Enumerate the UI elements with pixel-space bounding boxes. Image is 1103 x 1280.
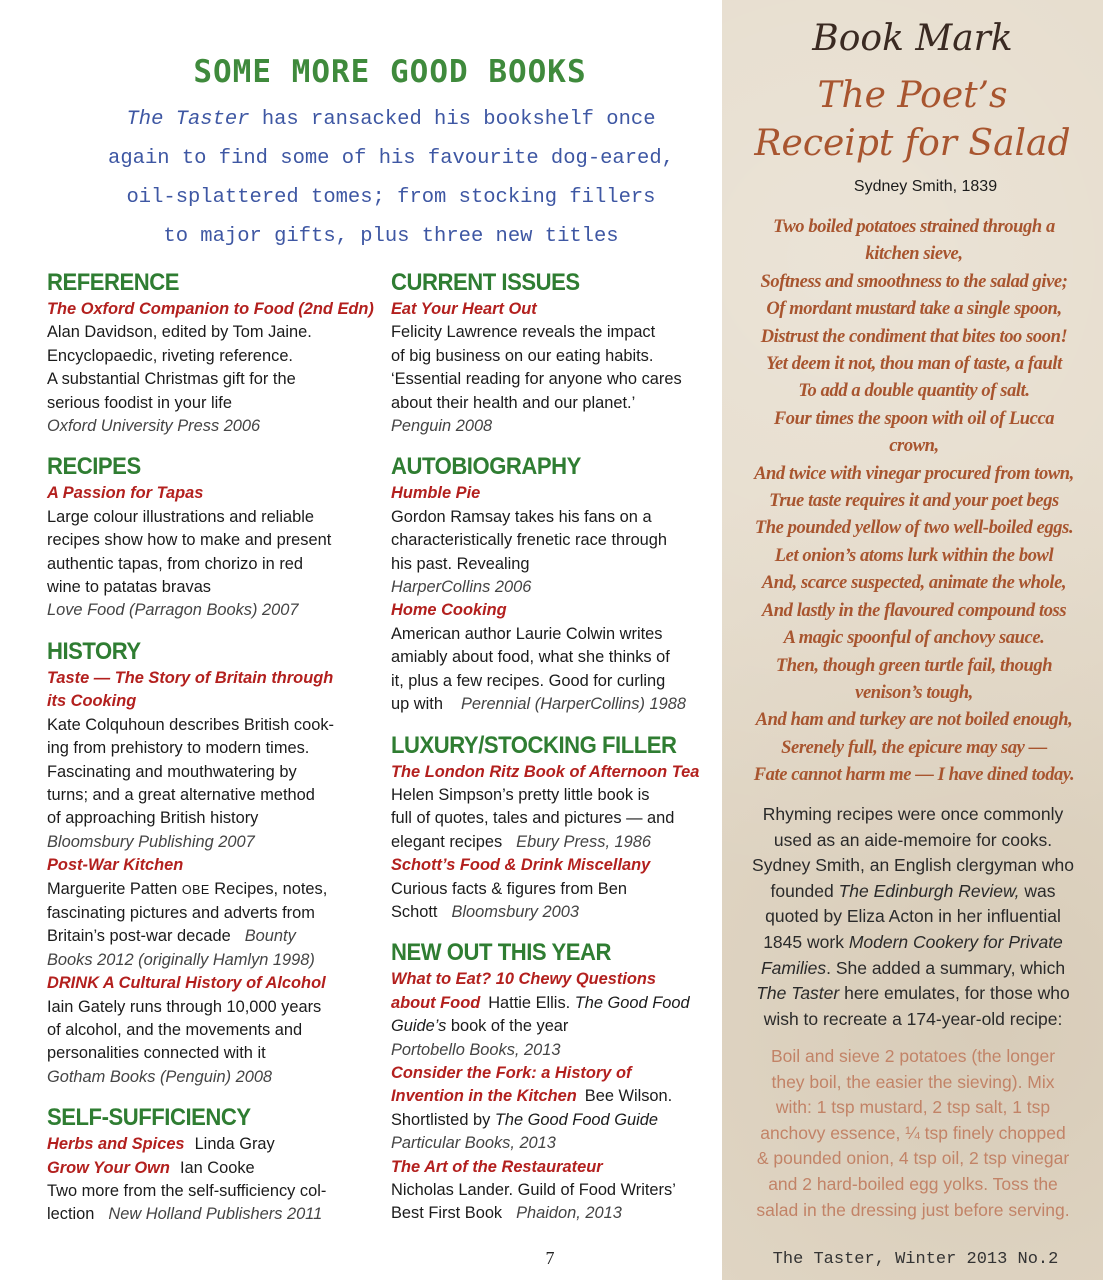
book-title: Post-War Kitchen: [47, 856, 184, 875]
book-title: Consider the Fork: a History of: [391, 1063, 632, 1082]
publisher: Bloomsbury 2003: [451, 902, 580, 921]
book-title: Schott’s Food & Drink Miscellany: [391, 856, 651, 875]
sidebar-commentary: Rhyming recipes were once commonly used as an aide-memoire for cooks. Sydney Smith, an English clergyman who founded The Edinburgh Review, was quoted by Eliza Acton in her influential 1845 work Modern Cookery for Private Families. She added a summary, which The Taster here emulates, for those who wish to recreate a 174-year-old recipe:: [752, 804, 1074, 1029]
section-new-out: [391, 938, 716, 1225]
publisher: Particular Books, 2013: [391, 1134, 556, 1153]
book-title: Eat Your Heart Out: [391, 300, 537, 318]
section-recipes: [47, 452, 377, 622]
book-entry: Taste — The Story of Britain through its Cooking Kate Colquhoun describes British cook- ing from prehistory to modern times. Fascinating and mouthwatering by turns; and a great alternative method of approaching British history Bloomsbury Publishing 2007 Post-War Kitchen Marguerite Patten OBE Recipes, notes, fascinating pictures and adverts from Britain’s post-war decade Bounty Books 2012 (originally Hamlyn 1998) DRINK A Cultural History of Alcohol Iain Gately runs through 10,000 years of alcohol, and the movements and personalities connected with it Gotham Books (Penguin) 2008: [47, 667, 377, 1089]
poem-title: The Poet’s Receipt for Salad: [754, 75, 1071, 164]
publisher: Phaidon, 2013: [516, 1204, 622, 1223]
page-title: SOME MORE GOOD BOOKS: [193, 54, 587, 90]
publisher: Penguin 2008: [391, 417, 493, 436]
publisher: Books 2012 (originally Hamlyn 1998): [47, 950, 315, 969]
book-mark-sidebar: [722, 0, 1103, 1280]
publisher: Perennial (HarperCollins) 1988: [460, 695, 686, 714]
book-title: The London Ritz Book of Afternoon Tea: [391, 762, 700, 781]
left-column: [47, 268, 377, 1241]
intro-taster-name: The Taster: [126, 108, 250, 131]
book-entry: Eat Your Heart Out Felicity Lawrence reveals the impact of big business on our eating habits. ‘Essential reading for anyone who cares about their health and our planet.’ Penguin 2008: [391, 298, 716, 438]
section-current-issues: [391, 268, 716, 438]
book-entry: A Passion for Tapas Large colour illustrations and reliable recipes show how to make and present authentic tapas, from chorizo in red wine to patatas bravas Love Food (Parragon Books) 2007: [47, 482, 377, 622]
book-title: Taste — The Story of Britain through: [47, 668, 334, 687]
book-title-cont: Invention in the Kitchen: [391, 1087, 577, 1106]
sidebar-heading: Book Mark: [812, 18, 1013, 59]
modern-recipe: Boil and sieve 2 potatoes (the longer they boil, the easier the sieving). Mix with: 1 tsp mustard, 2 tsp salt, 1 tsp anchovy essence, ¼ tsp finely chopped & pounded onion, 4 tsp oil, 2 tsp vinegar and 2 hard-boiled egg yolks. Toss the salad in the dressing just before serving.: [756, 1046, 1070, 1220]
publisher: Gotham Books (Penguin) 2008: [47, 1067, 273, 1086]
book-entry: Herbs and Spices Linda Gray Grow Your Own Ian Cooke Two more from the self-sufficiency col- lection New Holland Publishers 2011: [47, 1135, 327, 1224]
publisher: Portobello Books, 2013: [391, 1040, 561, 1059]
book-title: Humble Pie: [391, 484, 481, 503]
section-heading: REFERENCE: [47, 269, 180, 296]
book-entry: What to Eat? 10 Chewy Questions about Food Hattie Ellis. The Good Food Guide’s book of the year Portobello Books, 2013 Consider the Fork: a History of Invention in the Kitchen Bee Wilson. Shortlisted by The Good Food Guide Particular Books, 2013 The Art of the Restaurateur Nicholas Lander. Guild of Food Writers’ Best First Book Phaidon, 2013: [391, 968, 716, 1225]
publisher: Bloomsbury Publishing 2007: [47, 832, 255, 851]
intro-paragraph: The Taster has ransacked his bookshelf once again to find some of his favourite dog-eared, oil-splattered tomes; from stocking fillers to major gifts, plus three new titles: [108, 108, 674, 248]
poem-author: Sydney Smith, 1839: [853, 178, 998, 195]
book-title: A Passion for Tapas: [47, 484, 204, 503]
section-reference: [47, 268, 377, 438]
book-title-cont: about Food: [391, 993, 481, 1012]
section-autobiography: [391, 452, 716, 716]
book-entry: Humble Pie Gordon Ramsay takes his fans on a characteristically frenetic race through his past. Revealing HarperCollins 2006 Home Cooking American author Laurie Colwin writes amiably about food, what she thinks of it, plus a few recipes. Good for curling up with Perennial (HarperCollins) 1988: [391, 482, 716, 716]
publisher: Oxford University Press 2006: [47, 417, 261, 436]
book-title: The Oxford Companion to Food (2nd Edn): [47, 300, 374, 318]
section-heading: LUXURY/STOCKING FILLER: [391, 731, 677, 759]
book-title: The Art of the Restaurateur: [391, 1157, 603, 1176]
book-entry: The Oxford Companion to Food (2nd Edn) Alan Davidson, edited by Tom Jaine. Encyclopaedic, riveting reference. A substantial Christmas gift for the serious foodist in your life Oxford University Press 2006: [47, 298, 377, 438]
section-heading: RECIPES: [47, 453, 141, 481]
section-heading: AUTOBIOGRAPHY: [391, 453, 581, 481]
running-footer: The Taster, Winter 2013 No.2: [772, 1250, 1059, 1269]
section-heading: CURRENT ISSUES: [391, 269, 580, 296]
book-title-cont: its Cooking: [47, 692, 137, 711]
publisher: Ebury Press, 1986: [516, 832, 652, 851]
book-title: Grow Your Own: [47, 1158, 170, 1177]
book-title: Herbs and Spices: [47, 1135, 185, 1154]
poem-text: Two boiled potatoes strained through a kitchen sieve, Softness and smoothness to the salad give; Of mordant mustard take a single spoon, Distrust the condiment that bites too soon! Yet deem it not, thou man of taste, a fault To add a double quantity of salt. Four times the spoon with oil of Lucca crown, And twice with vinegar procured from town, True taste requires it and your poet begs The pounded yellow of two well-boiled eggs. Let onion’s atoms lurk within the bowl And, scarce suspected, animate the whole, And lastly in the flavoured compound toss A magic spoonful of anchovy sauce. Then, though green turtle fail, though venison’s tough, And ham and turkey are not boiled enough, Serenely full, the epicure may say — Fate cannot harm me — I have dined today.: [753, 217, 1075, 786]
section-heading: HISTORY: [47, 637, 141, 665]
book-title: DRINK A Cultural History of Alcohol: [47, 974, 326, 993]
publisher: Bounty: [244, 927, 296, 946]
publisher: HarperCollins 2006: [391, 578, 532, 597]
book-title: What to Eat? 10 Chewy Questions: [391, 970, 657, 989]
section-self-sufficiency: [47, 1103, 377, 1227]
page-number: 7: [545, 1248, 555, 1268]
section-heading: NEW OUT THIS YEAR: [391, 939, 611, 967]
book-title: Home Cooking: [391, 601, 507, 620]
publisher: New Holland Publishers 2011: [108, 1205, 323, 1224]
right-column: [391, 268, 716, 1240]
book-entry: The London Ritz Book of Afternoon Tea Helen Simpson’s pretty little book is full of quotes, tales and pictures — and elegant recipes Ebury Press, 1986 Schott’s Food & Drink Miscellany Curious facts & figures from Ben Schott Bloomsbury 2003: [391, 761, 716, 925]
publisher: Love Food (Parragon Books) 2007: [47, 601, 299, 620]
section-luxury: [391, 731, 716, 925]
section-history: [47, 637, 377, 1089]
section-heading: SELF-SUFFICIENCY: [47, 1104, 251, 1132]
